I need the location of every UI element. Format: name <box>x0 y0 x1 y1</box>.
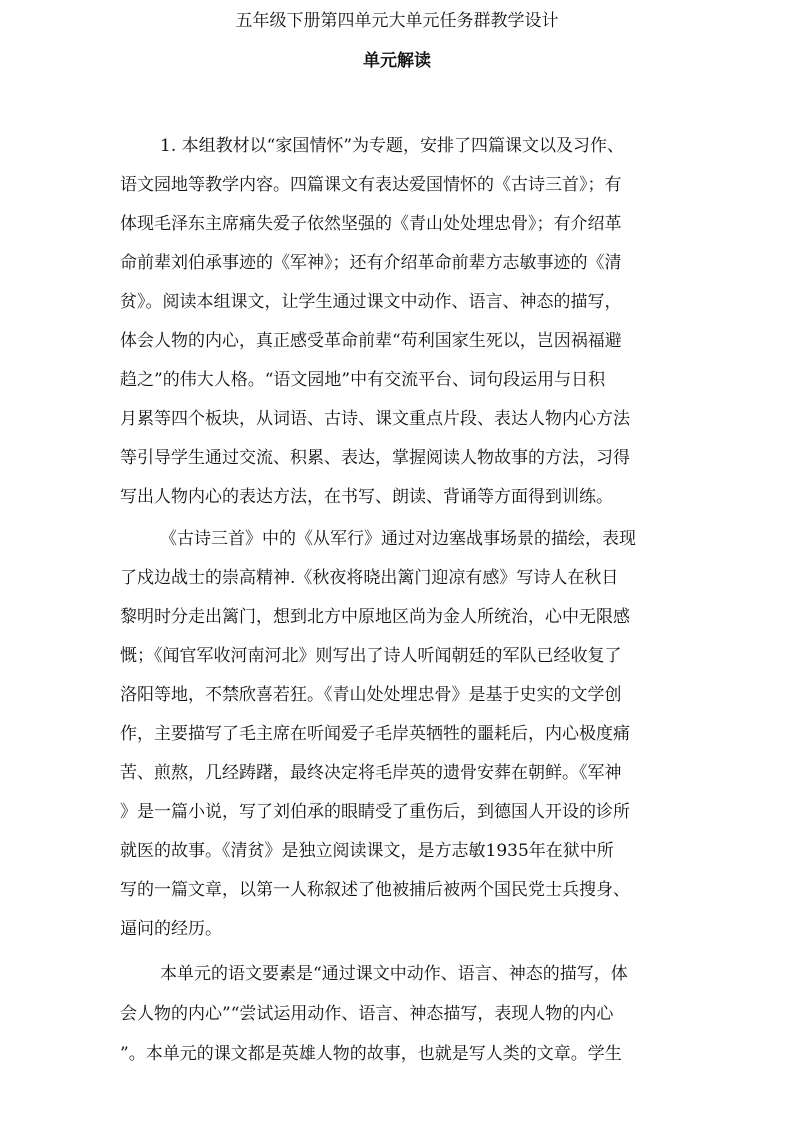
body-line: ”。本单元的课文都是英雄人物的故事，也就是写人类的文章。学生 <box>120 1044 622 1064</box>
body-line: 》是一篇小说，写了刘伯承的眼睛受了重伤后，到德国人开设的诊所 <box>120 802 630 822</box>
document-title: 五年级下册第四单元大单元任务群教学设计 <box>235 11 559 31</box>
body-line: 体现毛泽东主席痛失爱子依然坚强的《青山处处埋忠骨》；有介绍革 <box>120 214 622 234</box>
body-line: 苦、煎熬，几经踌躇，最终决定将毛岸英的遗骨安葬在朝鲜。《军神 <box>120 763 622 783</box>
body-line: 作，主要描写了毛主席在听闻爱子毛岸英牺牲的噩耗后，内心极度痛 <box>120 724 630 744</box>
body-line: 贫》。阅读本组课文，让学生通过课文中动作、语言、神态的描写， <box>120 292 622 312</box>
body-line: 本单元的语文要素是“通过课文中动作、语言、神态的描写，体 <box>160 964 628 984</box>
body-line: 慨；《闻官军收河南河北》则写出了诗人听闻朝廷的军队已经收复了 <box>120 646 622 666</box>
body-line: 《古诗三首》中的《从军行》通过对边塞战事场景的描绘，表现 <box>160 529 636 549</box>
body-line: 会人物的内心”“尝试运用动作、语言、神态描写，表现人物的内心 <box>120 1004 614 1024</box>
body-line: 1. 本组教材以“家国情怀”为专题，安排了四篇课文以及习作、 <box>160 136 625 156</box>
body-line: 月累等四个板块，从词语、古诗、课文重点片段、表达人物内心方法 <box>120 409 630 429</box>
body-line: 命前辈刘伯承事迹的《军神》；还有介绍革命前辈方志敏事迹的《清 <box>120 253 622 273</box>
body-line: 趋之”的伟大人格。“语文园地”中有交流平台、词句段运用与日积 <box>120 370 606 390</box>
body-line: 洛阳等地，不禁欣喜若狂。《青山处处埋忠骨》是基于史实的文学创 <box>120 685 622 705</box>
section-heading: 单元解读 <box>363 51 431 71</box>
body-line: 语文园地等教学内容。四篇课文有表达爱国情怀的《古诗三首》；有 <box>120 175 622 195</box>
body-line: 了戍边战士的崇高精神.《秋夜将晓出篱门迎凉有感》写诗人在秋日 <box>120 568 619 588</box>
body-line: 等引导学生通过交流、积累、表达，掌握阅读人物故事的方法，习得 <box>120 448 630 468</box>
body-line: 写的一篇文章，以第一人称叙述了他被捕后被两个国民党士兵搜身、 <box>120 880 630 900</box>
body-line: 写出人物内心的表达方法，在书写、朗读、背诵等方面得到训练。 <box>120 487 613 507</box>
body-line: 逼问的经历。 <box>120 919 222 939</box>
body-line: 就医的故事。《清贫》是独立阅读课文，是方志敏1935年在狱中所 <box>120 841 614 861</box>
body-line: 黎明时分走出篱门，想到北方中原地区尚为金人所统治，心中无限感 <box>120 607 630 627</box>
body-line: 体会人物的内心，真正感受革命前辈“苟利国家生死以，岂因祸福避 <box>120 331 622 351</box>
